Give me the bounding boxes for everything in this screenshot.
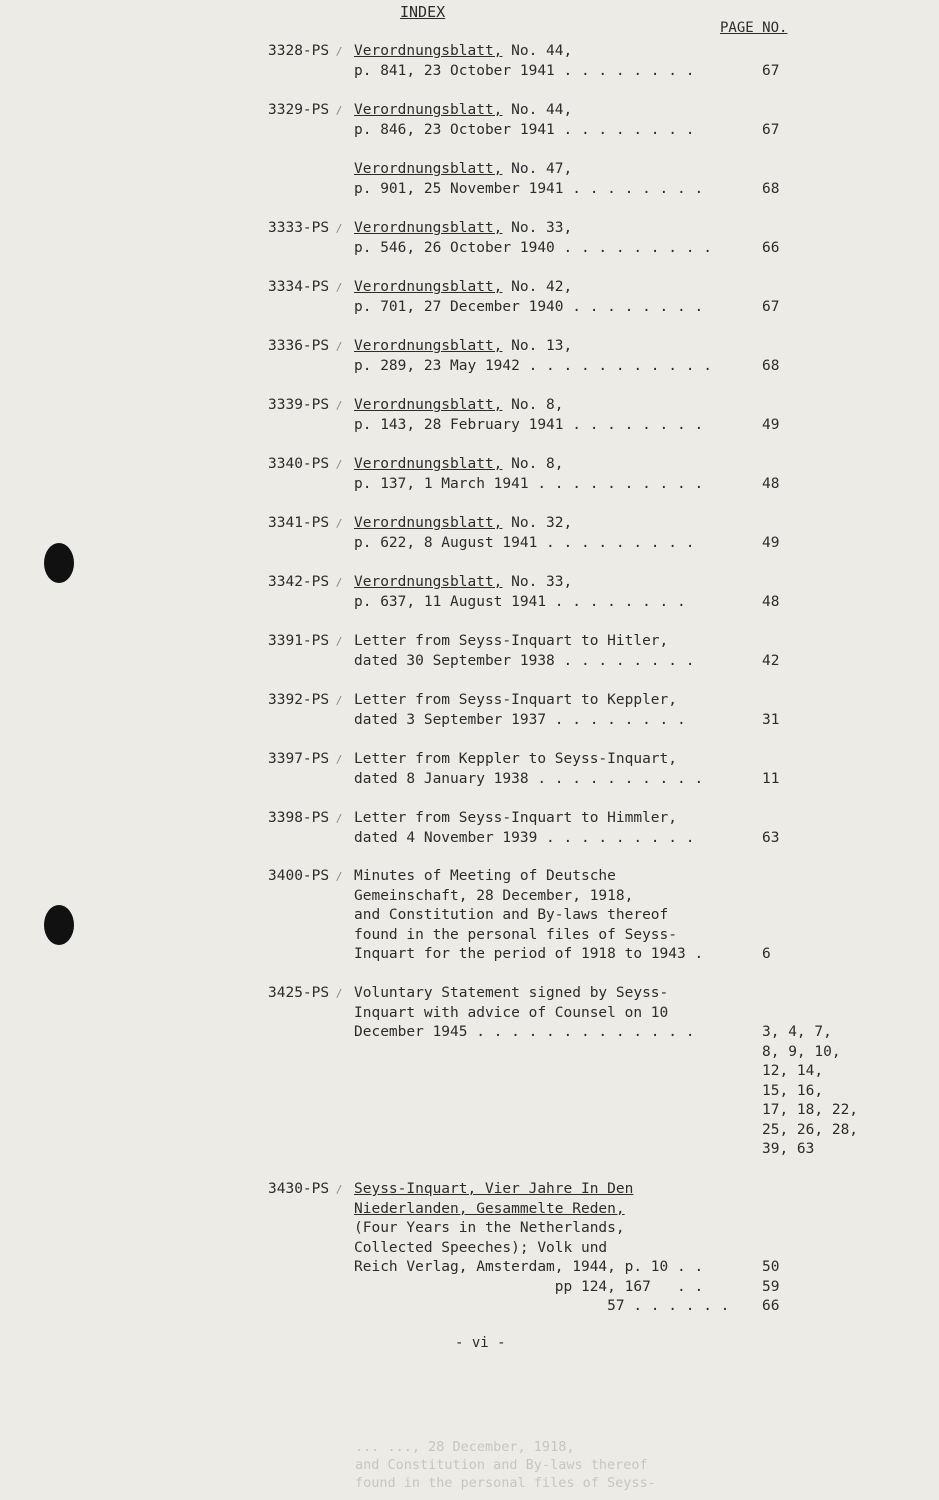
- entry-description: [354, 337, 754, 376]
- document-code: 3328-PS /: [268, 42, 352, 62]
- document-code: 3400-PS /: [268, 867, 352, 887]
- document-code: 3333-PS /: [268, 219, 352, 239]
- entry-line: Inquart with advice of Counsel on 10: [354, 1004, 669, 1021]
- page-number: 67: [762, 62, 780, 79]
- page-number: 66: [762, 1298, 780, 1314]
- entry-first-line: [354, 573, 754, 593]
- page-number: 25, 26, 28,: [762, 1121, 859, 1138]
- ghost-line: ... ..., 28 December, 1918,: [355, 1439, 575, 1455]
- entry-description: [354, 867, 754, 965]
- entry-description: [354, 984, 754, 1043]
- page-number: 17, 18, 22,: [762, 1102, 859, 1118]
- entry-first-line: [354, 278, 754, 298]
- entry-line: December 1945 . . . . . . . . . . . . .: [354, 1024, 695, 1040]
- entry-description: [354, 396, 754, 435]
- document-code: 3391-PS /: [268, 632, 352, 652]
- entry-first-line: [354, 750, 754, 770]
- entry-line: p. 701, 27 December 1940 . . . . . . . .: [354, 298, 704, 315]
- page-no-header: PAGE NO.: [720, 20, 788, 36]
- document-code: 3340-PS /: [268, 455, 352, 475]
- document-code: 3425-PS /: [268, 984, 352, 1004]
- entry-description: [354, 455, 754, 494]
- page-number: 39, 63: [762, 1141, 815, 1157]
- page-number: 15, 16,: [762, 1082, 824, 1099]
- entry-line: Niederlanden, Gesammelte Reden,: [354, 1200, 625, 1217]
- entry-first-line: [354, 1180, 754, 1200]
- page-number: 11: [762, 770, 780, 787]
- entry-first-line-text: Letter from Seyss-Inquart to Hitler,: [354, 633, 669, 649]
- source-title: Verordnungsblatt,: [354, 279, 503, 295]
- entry-first-line: [354, 867, 754, 887]
- page-number: 66: [762, 239, 780, 256]
- page-number: 3, 4, 7,: [762, 1024, 832, 1040]
- source-title: Verordnungsblatt,: [354, 102, 503, 118]
- document-code: 3336-PS /: [268, 337, 352, 357]
- page-number: 49: [762, 534, 780, 551]
- page-number: 31: [762, 711, 780, 728]
- document-code: 3430-PS /: [268, 1180, 352, 1200]
- entry-line: Collected Speeches); Volk und: [354, 1239, 608, 1256]
- page-number: 49: [762, 416, 780, 433]
- entry-line: p. 289, 23 May 1942 . . . . . . . . . . .: [354, 357, 712, 374]
- entry-first-line-text: Minutes of Meeting of Deutsche: [354, 868, 616, 884]
- source-title: Verordnungsblatt,: [354, 515, 503, 531]
- page-number: 6: [762, 946, 771, 962]
- page-number-footer: - vi -: [455, 1335, 506, 1351]
- document-code: 3392-PS /: [268, 691, 352, 711]
- source-title: Verordnungsblatt,: [354, 43, 503, 59]
- source-title: Verordnungsblatt,: [354, 456, 503, 472]
- page-number: 68: [762, 180, 780, 197]
- entry-first-line: [354, 337, 754, 357]
- entry-description: [354, 219, 754, 258]
- entry-first-line: [354, 691, 754, 711]
- entry-first-line-text: Letter from Keppler to Seyss-Inquart,: [354, 751, 678, 767]
- entry-first-line-text: No. 44,: [502, 102, 573, 118]
- entry-line: p. 841, 23 October 1941 . . . . . . . .: [354, 62, 695, 79]
- entry-first-line-text: Letter from Seyss-Inquart to Keppler,: [354, 692, 678, 708]
- entry-first-line: [354, 455, 754, 475]
- page-number: 12, 14,: [762, 1063, 824, 1079]
- page-number: 48: [762, 475, 780, 492]
- entry-line: Reich Verlag, Amsterdam, 1944, p. 10 . .: [354, 1259, 704, 1275]
- entry-first-line-text: No. 33,: [502, 220, 573, 236]
- document-code: 3329-PS /: [268, 101, 352, 121]
- page-number: 67: [762, 298, 780, 315]
- entry-description: [354, 101, 754, 140]
- entry-first-line: [354, 160, 754, 180]
- document-code: 3397-PS /: [268, 750, 352, 770]
- entry-first-line-text: No. 44,: [502, 43, 573, 59]
- page-number: 68: [762, 357, 780, 374]
- document-code: 3398-PS /: [268, 809, 352, 829]
- ghost-line: and Constitution and By-laws thereof: [355, 1457, 648, 1473]
- entry-description: [354, 42, 754, 81]
- document-code: 3341-PS /: [268, 514, 352, 534]
- entry-first-line: [354, 514, 754, 534]
- index-title: INDEX: [400, 3, 446, 21]
- entry-line: 57 . . . . . .: [354, 1298, 730, 1314]
- source-title: Verordnungsblatt,: [354, 397, 503, 413]
- source-title: Seyss-Inquart, Vier Jahre In Den: [354, 1181, 634, 1197]
- page-number: 48: [762, 593, 780, 610]
- entry-line: p. 637, 11 August 1941 . . . . . . . .: [354, 593, 686, 610]
- source-title: Verordnungsblatt,: [354, 574, 503, 590]
- entry-first-line-text: No. 8,: [502, 397, 564, 413]
- entry-line: dated 3 September 1937 . . . . . . . .: [354, 711, 686, 728]
- source-title: Verordnungsblatt,: [354, 161, 503, 177]
- page-number: 50: [762, 1259, 780, 1275]
- entry-line: pp 124, 167 . .: [354, 1278, 704, 1295]
- entry-first-line-text: No. 13,: [502, 338, 573, 354]
- entry-line: (Four Years in the Netherlands,: [354, 1220, 625, 1236]
- page-number: 67: [762, 121, 780, 138]
- entry-line: and Constitution and By-laws thereof: [354, 907, 669, 923]
- entry-line: p. 143, 28 February 1941 . . . . . . . .: [354, 416, 704, 433]
- entry-line: dated 30 September 1938 . . . . . . . .: [354, 652, 695, 669]
- page-number: 63: [762, 829, 780, 846]
- entry-line: dated 4 November 1939 . . . . . . . . .: [354, 829, 695, 846]
- entry-first-line: [354, 101, 754, 121]
- page-number: 42: [762, 652, 780, 669]
- entry-first-line: [354, 42, 754, 62]
- entry-first-line-text: No. 33,: [502, 574, 573, 590]
- entry-first-line-text: Voluntary Statement signed by Seyss-: [354, 985, 669, 1001]
- entry-line: p. 137, 1 March 1941 . . . . . . . . . .: [354, 475, 704, 492]
- entry-first-line: [354, 396, 754, 416]
- entry-description: [354, 1180, 754, 1317]
- entry-line: dated 8 January 1938 . . . . . . . . . .: [354, 770, 704, 787]
- entry-first-line-text: No. 42,: [502, 279, 573, 295]
- entry-line: Gemeinschaft, 28 December, 1918,: [354, 887, 634, 904]
- entry-first-line: [354, 219, 754, 239]
- entry-description: [354, 573, 754, 612]
- source-title: Verordnungsblatt,: [354, 338, 503, 354]
- entry-description: [354, 278, 754, 317]
- entry-description: [354, 691, 754, 730]
- punch-hole: [44, 543, 74, 583]
- page-number: 8, 9, 10,: [762, 1043, 841, 1060]
- document-code: 3342-PS /: [268, 573, 352, 593]
- entry-first-line-text: No. 8,: [502, 456, 564, 472]
- entry-line: p. 622, 8 August 1941 . . . . . . . . .: [354, 534, 695, 551]
- entry-first-line: [354, 809, 754, 829]
- entry-first-line: [354, 984, 754, 1004]
- entry-first-line-text: Letter from Seyss-Inquart to Himmler,: [354, 810, 678, 826]
- document-code: 3339-PS /: [268, 396, 352, 416]
- bleed-through-text: [355, 1438, 656, 1492]
- entry-description: [354, 750, 754, 789]
- entry-line: Inquart for the period of 1918 to 1943 .: [354, 946, 704, 962]
- document-code: 3334-PS /: [268, 278, 352, 298]
- ghost-line: found in the personal files of Seyss-: [355, 1475, 656, 1491]
- page-number: 59: [762, 1278, 780, 1295]
- source-title: Verordnungsblatt,: [354, 220, 503, 236]
- entry-line: p. 901, 25 November 1941 . . . . . . . .: [354, 180, 704, 197]
- entry-line: found in the personal files of Seyss-: [354, 926, 678, 943]
- entry-description: [354, 809, 754, 848]
- entry-description: [354, 160, 754, 199]
- entry-description: [354, 632, 754, 671]
- punch-hole: [44, 905, 74, 945]
- entry-first-line-text: No. 47,: [502, 161, 573, 177]
- entry-description: [354, 514, 754, 553]
- entry-line: p. 546, 26 October 1940 . . . . . . . . .: [354, 239, 712, 256]
- entry-first-line-text: No. 32,: [502, 515, 573, 531]
- entry-line: p. 846, 23 October 1941 . . . . . . . .: [354, 121, 695, 138]
- entry-first-line: [354, 632, 754, 652]
